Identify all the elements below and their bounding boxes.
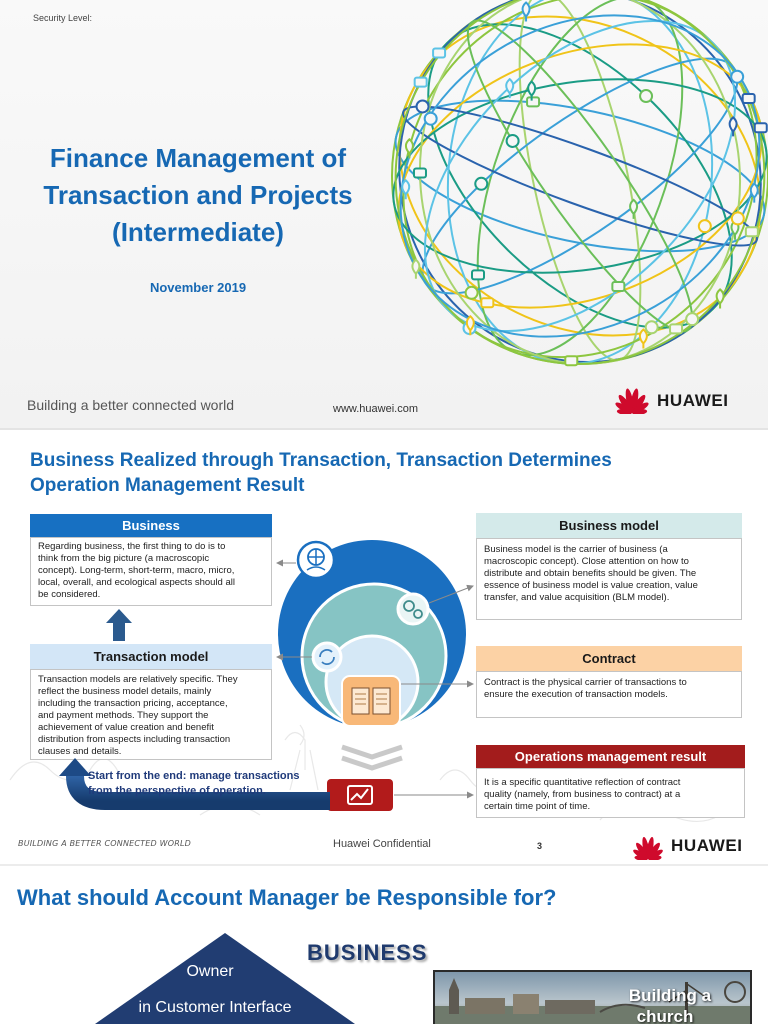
- cover-date: November 2019: [149, 280, 247, 295]
- page-number: 3: [537, 841, 543, 851]
- globe-symbol-icon: [415, 78, 427, 87]
- website-url: www.huawei.com: [333, 403, 418, 415]
- business-description: [30, 537, 272, 606]
- globe-symbol-icon: [612, 282, 624, 291]
- globe-symbol-icon: [466, 287, 478, 299]
- globe-symbol-icon: [481, 298, 493, 307]
- globe-symbol-icon: [640, 330, 647, 349]
- business-model-gears-icon: [398, 594, 428, 624]
- globe-symbol-icon: [731, 71, 743, 83]
- operations-result-text-line: certain time point of time.: [484, 801, 591, 812]
- business-model-text-line: distribute and obtain benefits should be given. The: [484, 568, 697, 579]
- cover-title-line: (Intermediate): [112, 217, 284, 247]
- globe-symbol-icon: [630, 200, 637, 219]
- chevron-down-icon: [342, 747, 402, 768]
- business-model-header: Business model: [476, 513, 742, 538]
- feedback-note-line: Start from the end: manage transactions: [88, 770, 300, 782]
- connected-globe-illustration: [380, 0, 768, 372]
- transaction-model-text-line: including the transaction pricing, acceptance,: [38, 698, 228, 709]
- globe-symbol-icon: [425, 113, 437, 125]
- operations-result-text-line: quality (namely, from business to contract) at a: [484, 789, 681, 800]
- business-text-line: local, overall, and ecological aspects should all: [38, 577, 235, 588]
- contract-header: Contract: [476, 646, 742, 671]
- globe-symbol-icon: [686, 313, 698, 325]
- operations-result-header: Operations management result: [476, 745, 745, 768]
- globe-symbol-icon: [717, 289, 724, 308]
- globe-symbol-icon: [475, 178, 487, 190]
- transaction-model-text-line: and payment methods. They support the: [38, 710, 209, 721]
- painting-caption-line: Building a: [628, 986, 712, 1005]
- cover-title: [0, 140, 396, 251]
- transaction-model-text-line: clauses and details.: [38, 746, 122, 757]
- account-manager-slide: [0, 866, 768, 1024]
- globe-symbol-icon: [732, 212, 744, 224]
- globe-symbol-icon: [417, 100, 429, 112]
- operations-result-description: [476, 768, 745, 818]
- business-header: Business: [30, 514, 272, 537]
- church-building-painting: [433, 970, 752, 1024]
- transaction-model-text-line: distribution from aspects including transaction: [38, 734, 231, 745]
- transaction-model-text-line: Transaction models are relatively specific. They: [38, 674, 238, 685]
- slide-title: [30, 448, 612, 498]
- business-model-description: [476, 538, 742, 620]
- business-globe-icon: [298, 542, 334, 578]
- business-text-line: Regarding business, the first thing to do is to: [38, 541, 226, 552]
- cover-title-line: Finance Management of: [49, 143, 347, 173]
- painting-caption-line: church: [636, 1007, 694, 1024]
- slide-title: What should Account Manager be Responsible for?: [17, 885, 557, 910]
- business-label: BUSINESS: [307, 940, 428, 965]
- security-level-label: Security Level:: [33, 13, 93, 23]
- globe-symbol-icon: [433, 49, 445, 58]
- business-model-text-line: transfer, and value acquisition (BLM model).: [484, 592, 670, 603]
- huawei-wordmark: HUAWEI: [657, 391, 729, 410]
- globe-symbol-icon: [412, 260, 419, 279]
- globe-symbol-icon: [743, 94, 755, 103]
- slide-title-line: Business Realized through Transaction, Transaction Determines: [30, 450, 612, 471]
- huawei-wordmark: HUAWEI: [671, 836, 743, 855]
- pyramid-line: in Customer Interface: [138, 999, 292, 1016]
- huawei-logo-icon: [613, 383, 651, 414]
- up-arrow-icon: [105, 608, 133, 642]
- business-text-line: be considered.: [38, 589, 101, 600]
- globe-symbol-icon: [640, 90, 652, 102]
- footer-tagline: BUILDING A BETTER CONNECTED WORLD: [18, 839, 192, 848]
- transaction-model-header: Transaction model: [30, 644, 272, 669]
- feedback-note-line: from the perspective of operation.: [88, 785, 266, 797]
- business-model-text-line: Business model is the carrier of business (a: [484, 544, 668, 555]
- contract-book-icon: [342, 676, 400, 726]
- globe-symbol-icon: [414, 169, 426, 178]
- globe-symbol-icon: [646, 321, 658, 333]
- globe-symbol-icon: [507, 135, 519, 147]
- globe-symbol-icon: [527, 97, 539, 106]
- business-model-text-line: macroscopic concept). Close attention on how to: [484, 556, 689, 567]
- globe-symbol-icon: [472, 270, 484, 279]
- globe-symbol-icon: [746, 227, 758, 236]
- cover-title-line: Transaction and Projects: [43, 180, 353, 210]
- pyramid-line: Owner: [186, 963, 234, 980]
- huawei-logo-icon: [631, 832, 665, 860]
- contract-text-line: Contract is the physical carrier of transactions to: [484, 677, 687, 688]
- confidential-label: Huawei Confidential: [333, 838, 431, 850]
- contract-text-line: ensure the execution of transaction models.: [484, 689, 668, 700]
- operations-result-text-line: It is a specific quantitative reflection of contract: [484, 777, 681, 788]
- contract-description: [476, 671, 742, 718]
- business-text-line: concept). Long-term, short-term, macro, micro,: [38, 565, 235, 576]
- globe-symbol-icon: [670, 324, 682, 333]
- business-transaction-slide: [0, 430, 768, 864]
- transaction-model-text-line: reflect the business model details, mainly: [38, 686, 212, 697]
- globe-symbol-icon: [565, 356, 577, 365]
- transaction-model-text-line: achievement of value creation and benefit: [38, 722, 214, 733]
- globe-symbol-icon: [699, 220, 711, 232]
- globe-ring: [382, 73, 768, 280]
- business-text-line: think from the big picture (a macroscopic: [38, 553, 210, 564]
- cover-tagline: Building a better connected world: [27, 397, 235, 413]
- cover-slide: [0, 0, 768, 428]
- slide-title-line: Operation Management Result: [30, 475, 305, 496]
- transaction-cycle-icon: [313, 643, 341, 671]
- globe-symbol-icon: [755, 123, 767, 132]
- business-model-text-line: essence of business model is value creation, value: [484, 580, 698, 591]
